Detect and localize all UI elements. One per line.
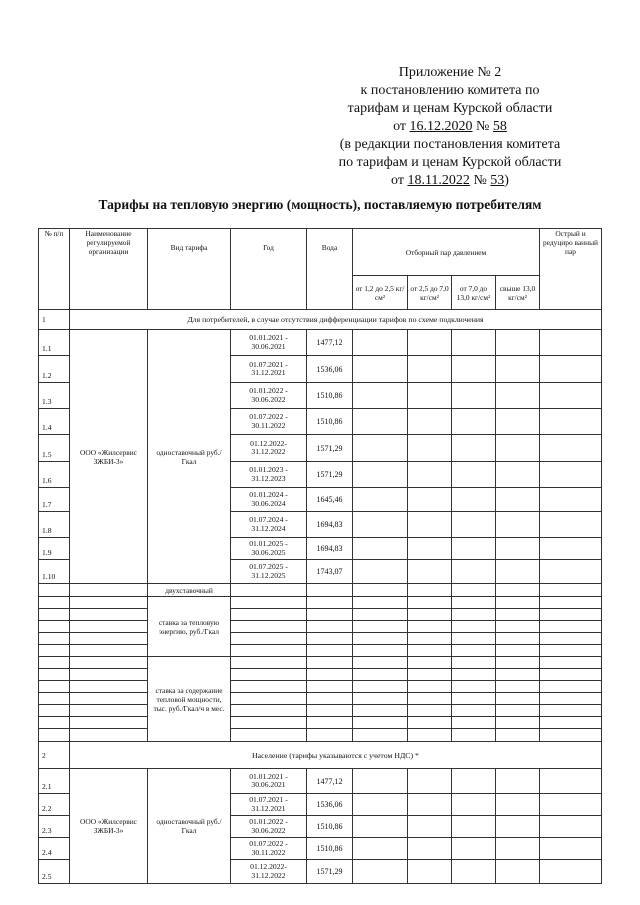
col-sharp-header: Острый и редуциро ванный пар	[540, 229, 602, 310]
empty-cell	[540, 435, 602, 462]
empty-cell	[353, 717, 408, 729]
empty-cell	[307, 681, 353, 693]
row-number: 2.3	[39, 816, 70, 838]
empty-cell	[496, 609, 540, 621]
table-row	[39, 769, 602, 794]
section-number: 1	[39, 310, 70, 330]
empty-cell	[70, 621, 148, 633]
empty-cell	[408, 609, 452, 621]
empty-cell	[39, 681, 70, 693]
empty-cell	[496, 383, 540, 409]
period: 01.01.2021 - 30.06.2021	[231, 330, 307, 356]
empty-cell	[408, 645, 452, 657]
empty-cell	[408, 794, 452, 816]
water-value: 1510,86	[307, 838, 353, 860]
empty-cell	[540, 794, 602, 816]
empty-cell	[39, 657, 70, 669]
period: 01.07.2021 - 31.12.2021	[231, 794, 307, 816]
empty-cell	[408, 409, 452, 435]
row-number: 2.5	[39, 860, 70, 884]
empty-cell	[496, 657, 540, 669]
water-value: 1477,12	[307, 330, 353, 356]
empty-cell	[408, 705, 452, 717]
two-part-row	[39, 681, 602, 693]
empty-cell	[540, 717, 602, 729]
empty-cell	[452, 705, 496, 717]
empty-cell	[452, 633, 496, 645]
empty-cell	[540, 860, 602, 884]
empty-cell	[452, 409, 496, 435]
section-title: Для потребителей, в случае отсутствия дифференциации тарифов по схеме подключения	[70, 310, 602, 330]
water-value: 1571,29	[307, 860, 353, 884]
empty-cell	[408, 657, 452, 669]
empty-cell	[231, 705, 307, 717]
empty-cell	[452, 860, 496, 884]
period: 01.07.2022 - 30.11.2022	[231, 838, 307, 860]
empty-cell	[496, 409, 540, 435]
empty-cell	[408, 462, 452, 488]
empty-cell	[540, 512, 602, 538]
empty-cell	[408, 729, 452, 742]
empty-cell	[39, 597, 70, 609]
two-part-row	[39, 645, 602, 657]
empty-cell	[39, 645, 70, 657]
empty-cell	[452, 538, 496, 560]
period: 01.07.2024 - 31.12.2024	[231, 512, 307, 538]
empty-cell	[408, 584, 452, 597]
empty-cell	[540, 669, 602, 681]
appendix-label: Приложение № 2	[398, 65, 502, 80]
table-row	[39, 330, 602, 356]
empty-cell	[70, 657, 148, 669]
empty-cell	[70, 633, 148, 645]
amend-number: 53	[490, 173, 505, 188]
section-number: 2	[39, 742, 70, 769]
water-value: 1510,86	[307, 816, 353, 838]
empty-cell	[353, 356, 408, 383]
empty-cell	[231, 597, 307, 609]
col-p1-header: от 1,2 до 2,5 кг/см²	[353, 276, 408, 310]
empty-cell	[307, 633, 353, 645]
empty-cell	[231, 633, 307, 645]
empty-cell	[307, 705, 353, 717]
empty-cell	[70, 645, 148, 657]
empty-cell	[408, 560, 452, 584]
empty-cell	[496, 816, 540, 838]
empty-cell	[496, 705, 540, 717]
water-value: 1694,83	[307, 512, 353, 538]
water-value: 1645,46	[307, 488, 353, 512]
empty-cell	[307, 729, 353, 742]
period: 01.07.2025 - 31.12.2025	[231, 560, 307, 584]
water-value: 1510,86	[307, 383, 353, 409]
two-part-row	[39, 633, 602, 645]
empty-cell	[408, 383, 452, 409]
row-number: 1.1	[39, 330, 70, 356]
empty-cell	[452, 621, 496, 633]
empty-cell	[353, 330, 408, 356]
empty-cell	[70, 597, 148, 609]
empty-cell	[452, 435, 496, 462]
empty-cell	[408, 838, 452, 860]
tariff-type: одноставочный руб./Гкал	[148, 769, 231, 884]
empty-cell	[408, 769, 452, 794]
empty-cell	[452, 729, 496, 742]
row-number: 2.1	[39, 769, 70, 794]
decree-number: 58	[492, 119, 507, 134]
two-part-row	[39, 584, 602, 597]
empty-cell	[496, 645, 540, 657]
empty-cell	[408, 597, 452, 609]
empty-cell	[307, 597, 353, 609]
period: 01.12.2022- 31.12.2022	[231, 860, 307, 884]
tariff-type: одноставочный руб./Гкал	[148, 330, 231, 584]
empty-cell	[540, 356, 602, 383]
empty-cell	[496, 681, 540, 693]
empty-cell	[408, 621, 452, 633]
empty-cell	[452, 462, 496, 488]
water-value: 1571,29	[307, 435, 353, 462]
water-value: 1477,12	[307, 769, 353, 794]
decree-date: 16.12.2020	[409, 119, 473, 134]
empty-cell	[307, 609, 353, 621]
empty-cell	[540, 488, 602, 512]
empty-cell	[452, 769, 496, 794]
empty-cell	[540, 597, 602, 609]
col-num-header: № п/п	[39, 229, 70, 310]
empty-cell	[231, 645, 307, 657]
empty-cell	[408, 633, 452, 645]
empty-cell	[39, 584, 70, 597]
empty-cell	[540, 584, 602, 597]
empty-cell	[496, 597, 540, 609]
empty-cell	[540, 657, 602, 669]
empty-cell	[39, 621, 70, 633]
energy-rate-label: ставка за тепловую энергию, руб./Гкал	[148, 597, 231, 657]
empty-cell	[496, 633, 540, 645]
empty-cell	[353, 633, 408, 645]
water-value: 1571,29	[307, 462, 353, 488]
empty-cell	[353, 669, 408, 681]
empty-cell	[496, 356, 540, 383]
empty-cell	[452, 488, 496, 512]
empty-cell	[353, 621, 408, 633]
row-number: 2.2	[39, 794, 70, 816]
empty-cell	[452, 330, 496, 356]
empty-cell	[231, 584, 307, 597]
empty-cell	[70, 681, 148, 693]
empty-cell	[353, 705, 408, 717]
period: 01.07.2021 - 31.12.2021	[231, 356, 307, 383]
row-number: 1.7	[39, 488, 70, 512]
empty-cell	[496, 560, 540, 584]
empty-cell	[452, 794, 496, 816]
empty-cell	[353, 462, 408, 488]
empty-cell	[307, 717, 353, 729]
empty-cell	[540, 729, 602, 742]
water-value: 1694,83	[307, 538, 353, 560]
empty-cell	[353, 597, 408, 609]
two-part-row	[39, 717, 602, 729]
row-number: 1.9	[39, 538, 70, 560]
water-value: 1536,06	[307, 794, 353, 816]
empty-cell	[408, 717, 452, 729]
row-number: 1.3	[39, 383, 70, 409]
empty-cell	[70, 717, 148, 729]
period: 01.01.2024 - 30.06.2024	[231, 488, 307, 512]
empty-cell	[452, 584, 496, 597]
empty-cell	[353, 657, 408, 669]
empty-cell	[70, 609, 148, 621]
empty-cell	[39, 693, 70, 705]
empty-cell	[452, 356, 496, 383]
empty-cell	[39, 717, 70, 729]
empty-cell	[39, 705, 70, 717]
header-row	[39, 229, 602, 276]
row-number: 1.8	[39, 512, 70, 538]
empty-cell	[231, 681, 307, 693]
empty-cell	[307, 645, 353, 657]
empty-cell	[353, 560, 408, 584]
empty-cell	[39, 729, 70, 742]
empty-cell	[496, 621, 540, 633]
col-water-header: Вода	[307, 229, 353, 310]
empty-cell	[496, 794, 540, 816]
header-line: к постановлению комитета по	[360, 83, 540, 98]
col-org-header: Наименование регулируемой организации	[70, 229, 148, 310]
col-p4-header: свыше 13,0 кг/см²	[496, 276, 540, 310]
empty-cell	[307, 657, 353, 669]
empty-cell	[496, 462, 540, 488]
empty-cell	[70, 669, 148, 681]
empty-cell	[353, 538, 408, 560]
empty-cell	[496, 838, 540, 860]
empty-cell	[231, 621, 307, 633]
empty-cell	[540, 693, 602, 705]
col-type-header: Вид тарифа	[148, 229, 231, 310]
tariff-table	[38, 228, 602, 884]
empty-cell	[353, 383, 408, 409]
period: 01.01.2023 - 31.12.2023	[231, 462, 307, 488]
empty-cell	[70, 729, 148, 742]
empty-cell	[231, 657, 307, 669]
empty-cell	[307, 693, 353, 705]
col-p3-header: от 7,0 до 13,0 кг/см²	[452, 276, 496, 310]
empty-cell	[496, 538, 540, 560]
empty-cell	[408, 693, 452, 705]
empty-cell	[540, 769, 602, 794]
water-value: 1743,07	[307, 560, 353, 584]
empty-cell	[408, 860, 452, 884]
empty-cell	[408, 512, 452, 538]
two-part-row	[39, 693, 602, 705]
power-rate-label: ставка за содержание тепловой мощности, тыс. руб./Гкал/ч в мес.	[148, 657, 231, 742]
section-row	[39, 742, 602, 769]
empty-cell	[353, 645, 408, 657]
empty-cell	[496, 693, 540, 705]
empty-cell	[353, 794, 408, 816]
header-line: по тарифам и ценам Курской области	[338, 155, 562, 170]
empty-cell	[353, 729, 408, 742]
empty-cell	[452, 669, 496, 681]
water-value: 1510,86	[307, 409, 353, 435]
period: 01.01.2022 - 30.06.2022	[231, 383, 307, 409]
two-part-row	[39, 669, 602, 681]
document-header	[300, 64, 600, 190]
empty-cell	[39, 669, 70, 681]
header-line: тарифам и ценам Курской области	[347, 101, 553, 116]
empty-cell	[353, 816, 408, 838]
empty-cell	[452, 693, 496, 705]
empty-cell	[408, 330, 452, 356]
empty-cell	[353, 769, 408, 794]
empty-cell	[408, 681, 452, 693]
empty-cell	[452, 657, 496, 669]
two-part-row	[39, 621, 602, 633]
section-title: Население (тарифы указываются с учетом НДС) *	[70, 742, 602, 769]
empty-cell	[231, 669, 307, 681]
empty-cell	[496, 330, 540, 356]
row-number: 1.6	[39, 462, 70, 488]
empty-cell	[452, 816, 496, 838]
empty-cell	[307, 621, 353, 633]
org-name: ООО «Жилсервис ЗЖБИ-3»	[70, 330, 148, 584]
header-amend-ref: от 18.11.2022 № 53)	[391, 173, 509, 188]
period: 01.01.2021 - 30.06.2021	[231, 769, 307, 794]
empty-cell	[540, 838, 602, 860]
empty-cell	[231, 693, 307, 705]
empty-cell	[540, 538, 602, 560]
empty-cell	[408, 435, 452, 462]
empty-cell	[408, 488, 452, 512]
empty-cell	[353, 488, 408, 512]
empty-cell	[353, 838, 408, 860]
empty-cell	[496, 729, 540, 742]
section-row	[39, 310, 602, 330]
empty-cell	[540, 609, 602, 621]
empty-cell	[408, 669, 452, 681]
two-part-row	[39, 597, 602, 609]
empty-cell	[231, 717, 307, 729]
col-steam-header: Отборный пар давлением	[353, 229, 540, 276]
empty-cell	[307, 669, 353, 681]
empty-cell	[307, 584, 353, 597]
empty-cell	[452, 681, 496, 693]
empty-cell	[452, 645, 496, 657]
empty-cell	[540, 681, 602, 693]
org-name: ООО «Жилсервис ЗЖБИ-3»	[70, 769, 148, 884]
row-number: 1.4	[39, 409, 70, 435]
empty-cell	[540, 645, 602, 657]
empty-cell	[496, 717, 540, 729]
col-p2-header: от 2,5 до 7,0 кг/см²	[408, 276, 452, 310]
period: 01.01.2022 - 30.06.2022	[231, 816, 307, 838]
empty-cell	[70, 705, 148, 717]
empty-cell	[540, 705, 602, 717]
two-part-row	[39, 657, 602, 669]
empty-cell	[540, 383, 602, 409]
empty-cell	[452, 383, 496, 409]
empty-cell	[540, 330, 602, 356]
period: 01.07.2022 - 30.11.2022	[231, 409, 307, 435]
empty-cell	[231, 729, 307, 742]
empty-cell	[39, 609, 70, 621]
empty-cell	[353, 860, 408, 884]
col-year-header: Год	[231, 229, 307, 310]
empty-cell	[496, 769, 540, 794]
empty-cell	[353, 693, 408, 705]
two-part-row	[39, 729, 602, 742]
period: 01.01.2025 - 30.06.2025	[231, 538, 307, 560]
row-number: 1.2	[39, 356, 70, 383]
empty-cell	[70, 584, 148, 597]
empty-cell	[540, 409, 602, 435]
empty-cell	[231, 609, 307, 621]
empty-cell	[452, 717, 496, 729]
empty-cell	[540, 462, 602, 488]
empty-cell	[540, 633, 602, 645]
amend-date: 18.11.2022	[407, 173, 470, 188]
empty-cell	[353, 512, 408, 538]
empty-cell	[353, 584, 408, 597]
header-decree-ref: от 16.12.2020 № 58	[393, 119, 507, 134]
empty-cell	[408, 356, 452, 383]
row-number: 1.10	[39, 560, 70, 584]
empty-cell	[408, 538, 452, 560]
row-number: 2.4	[39, 838, 70, 860]
empty-cell	[540, 621, 602, 633]
empty-cell	[496, 435, 540, 462]
empty-cell	[70, 693, 148, 705]
empty-cell	[540, 560, 602, 584]
two-part-row	[39, 609, 602, 621]
empty-cell	[452, 560, 496, 584]
empty-cell	[540, 816, 602, 838]
empty-cell	[496, 584, 540, 597]
empty-cell	[452, 512, 496, 538]
period: 01.12.2022- 31.12.2022	[231, 435, 307, 462]
empty-cell	[452, 597, 496, 609]
header-line: (в редакции постановления комитета	[339, 137, 561, 152]
empty-cell	[353, 409, 408, 435]
row-number: 1.5	[39, 435, 70, 462]
two-part-row	[39, 705, 602, 717]
two-part-label: двухставочный	[148, 584, 231, 597]
empty-cell	[408, 816, 452, 838]
water-value: 1536,06	[307, 356, 353, 383]
empty-cell	[496, 860, 540, 884]
empty-cell	[496, 669, 540, 681]
empty-cell	[353, 681, 408, 693]
empty-cell	[452, 609, 496, 621]
empty-cell	[452, 838, 496, 860]
empty-cell	[39, 633, 70, 645]
empty-cell	[353, 609, 408, 621]
empty-cell	[496, 512, 540, 538]
document-title: Тарифы на тепловую энергию (мощность), поставляемую потребителям	[98, 197, 542, 212]
empty-cell	[496, 488, 540, 512]
empty-cell	[353, 435, 408, 462]
